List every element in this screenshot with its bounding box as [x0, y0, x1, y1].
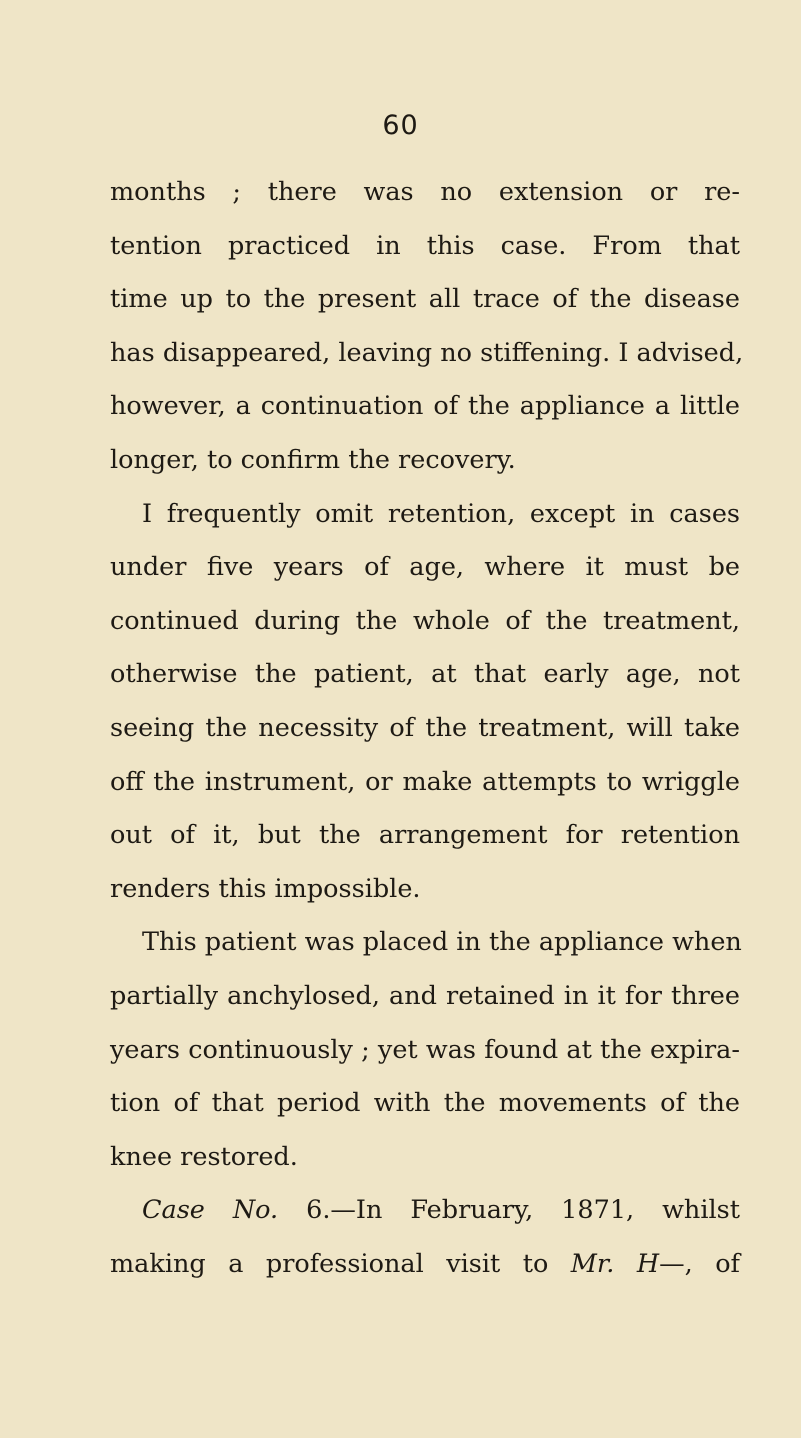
text-line — [110, 1238, 740, 1292]
body-text — [110, 166, 744, 1291]
line-gap — [614, 1249, 636, 1279]
case-text: 6.—In February, 1871, whilst — [278, 1195, 740, 1226]
h-initial: H — [636, 1248, 660, 1279]
text-line: out of it, but the arrangement for retention — [110, 820, 740, 851]
text-line: renders this impossible. — [110, 873, 421, 904]
line-segment: —, of — [659, 1248, 740, 1279]
text-line: tion of that period with the movements of the — [110, 1088, 740, 1119]
text-line: longer, to confirm the recovery. — [110, 444, 516, 475]
text-line: seeing the necessity of the treatment, will take — [110, 712, 740, 743]
text-line: however, a continuation of the appliance a little — [110, 391, 740, 422]
text-line: partially anchylosed, and retained in it for three — [110, 980, 740, 1011]
text-line: time up to the present all trace of the disease — [110, 284, 740, 315]
case-heading-line — [110, 1184, 740, 1238]
text-line: tention practiced in this case. From that — [110, 230, 740, 261]
text-line: knee restored. — [110, 1141, 298, 1172]
text-line: off the instrument, or make attempts to wriggle — [110, 766, 740, 797]
line-segment: making a professional visit to — [110, 1248, 571, 1279]
paragraph-start-line: I frequently omit retention, except in cases — [142, 498, 740, 529]
paragraph-start-line: This patient was placed in the appliance when — [142, 927, 742, 958]
text-line: continued during the whole of the treatment, — [110, 605, 740, 636]
text-line: under five years of age, where it must be — [110, 552, 740, 583]
text-line: otherwise the patient, at that early age, not — [110, 659, 740, 690]
page-number: 60 — [382, 110, 419, 141]
mr-abbrev: Mr. — [570, 1248, 615, 1279]
text-line: months ; there was no extension or re- — [110, 177, 740, 207]
text-line: has disappeared, leaving no stiffening. I advised, — [110, 337, 744, 368]
case-label: Case No. — [142, 1195, 279, 1226]
text-line: years continuously ; yet was found at the expira- — [110, 1034, 740, 1065]
